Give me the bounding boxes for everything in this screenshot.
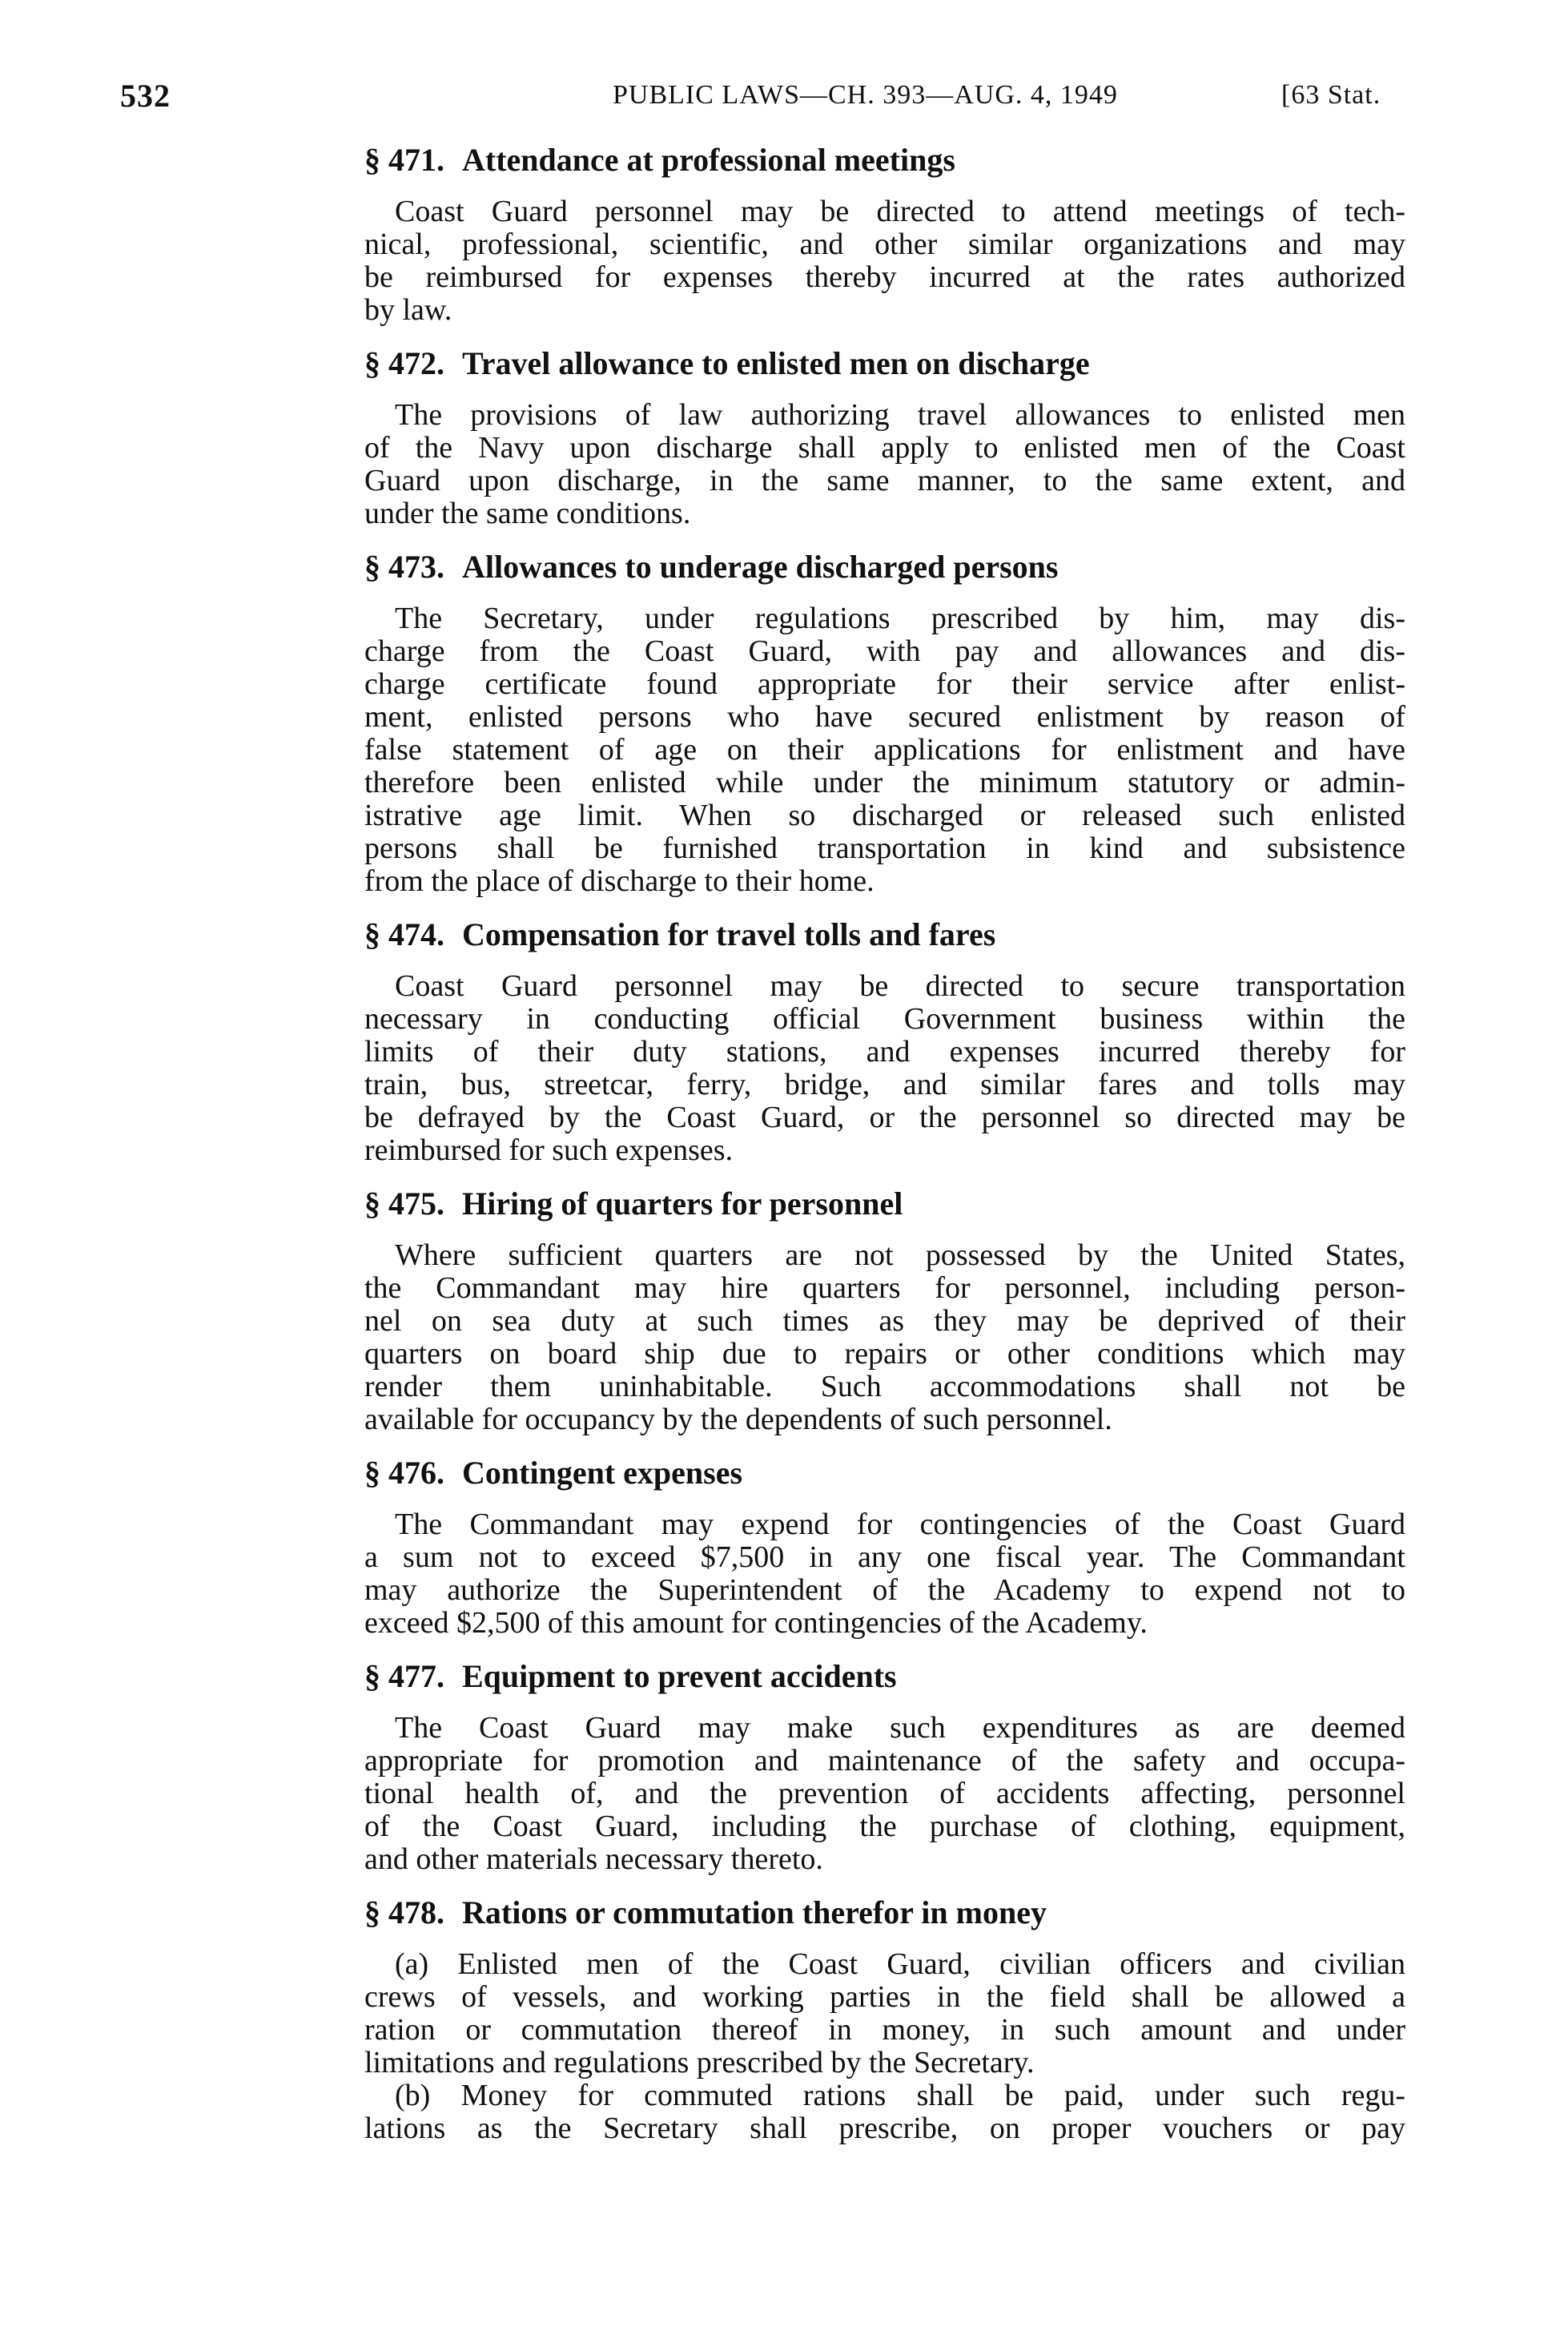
section-number: § 472. [364, 345, 444, 381]
section-number: § 474. [364, 916, 444, 952]
section-title: Attendance at professional meetings [462, 142, 955, 178]
text-line: exceed $2,500 of this amount for contingencies of the Academy. [364, 1606, 1148, 1640]
text-line: reimbursed for such expenses. [364, 1133, 734, 1167]
text-line: limits of their duty stations, and expenses incurred thereby for [364, 1035, 1405, 1069]
section-heading [364, 143, 1405, 178]
section-title: Hiring of quarters for personnel [462, 1186, 903, 1222]
text-line: Coast Guard personnel may be directed to secure transportation [395, 969, 1405, 1003]
text-line: limitations and regulations prescribed by the Secretary. [364, 2046, 1035, 2079]
section-title: Contingent expenses [462, 1455, 743, 1491]
text-line: therefore been enlisted while under the minimum statutory or admin- [364, 766, 1405, 799]
text-line: nel on sea duty at such times as they may be deprived of their [364, 1304, 1405, 1338]
section-number: § 477. [364, 1658, 444, 1694]
text-line: of the Coast Guard, including the purchase of clothing, equipment, [364, 1810, 1405, 1843]
section-heading [364, 550, 1405, 585]
text-line: a sum not to exceed $7,500 in any one fiscal year. The Commandant [364, 1540, 1405, 1574]
text-line: necessary in conducting official Government business within the [364, 1002, 1405, 1036]
section-heading [364, 917, 1405, 952]
text-line: (a) Enlisted men of the Coast Guard, civilian officers and civilian [395, 1947, 1405, 1981]
text-line: crews of vessels, and working parties in the field shall be allowed a [364, 1980, 1405, 2014]
section-title: Allowances to underage discharged persons [462, 549, 1059, 585]
text-line: The Coast Guard may make such expenditures as are deemed [395, 1711, 1405, 1745]
text-line: charge from the Coast Guard, with pay and allowances and dis- [364, 634, 1405, 668]
text-line: of the Navy upon discharge shall apply to enlisted men of the Coast [364, 431, 1405, 465]
paragraph [364, 399, 1405, 530]
paragraph [364, 1948, 1405, 2079]
text-line: from the place of discharge to their home. [364, 864, 874, 898]
text-line: istrative age limit. When so discharged or released such enlisted [364, 799, 1405, 832]
section-number: § 478. [364, 1894, 444, 1930]
text-line: Guard upon discharge, in the same manner, to the same extent, and [364, 464, 1405, 497]
text-line: by law. [364, 293, 452, 327]
text-line: quarters on board ship due to repairs or other conditions which may [364, 1337, 1405, 1371]
section-number: § 476. [364, 1455, 444, 1491]
text-line: under the same conditions. [364, 497, 691, 530]
text-line: persons shall be furnished transportation in kind and subsistence [364, 831, 1405, 865]
text-line: The provisions of law authorizing travel allowances to enlisted men [395, 398, 1405, 432]
section-title: Rations or commutation therefor in money [462, 1894, 1047, 1930]
section-title: Compensation for travel tolls and fares [462, 916, 996, 952]
text-line: ment, enlisted persons who have secured enlistment by reason of [364, 700, 1405, 734]
text-line: Where sufficient quarters are not possessed by the United States, [395, 1238, 1405, 1272]
text-line: The Secretary, under regulations prescribed by him, may dis- [395, 602, 1405, 635]
section-heading [364, 1186, 1405, 1222]
text-line: may authorize the Superintendent of the Academy to expend not to [364, 1573, 1405, 1607]
paragraph [364, 2079, 1405, 2145]
page-number: 532 [120, 78, 171, 114]
text-line: ration or commutation thereof in money, in such amount and under [364, 2013, 1405, 2047]
paragraph [364, 970, 1405, 1167]
text-column [364, 143, 1405, 2145]
text-line: available for occupancy by the dependents of such personnel. [364, 1403, 1112, 1436]
section-title: Travel allowance to enlisted men on discharge [462, 345, 1090, 381]
text-line: appropriate for promotion and maintenance of the safety and occupa- [364, 1744, 1405, 1777]
text-line: lations as the Secretary shall prescribe, on proper vouchers or pay [364, 2111, 1405, 2145]
text-line: The Commandant may expend for contingencies of the Coast Guard [395, 1508, 1405, 1541]
running-head: PUBLIC LAWS—CH. 393—AUG. 4, 1949 [613, 80, 1118, 110]
paragraph [364, 1239, 1405, 1436]
section-heading [364, 346, 1405, 381]
paragraph [364, 1712, 1405, 1876]
statutes-reference: [63 Stat. [1281, 80, 1381, 110]
section-heading [364, 1895, 1405, 1930]
section-number: § 471. [364, 142, 444, 178]
section-title: Equipment to prevent accidents [462, 1658, 897, 1694]
section-heading [364, 1659, 1405, 1694]
paragraph [364, 602, 1405, 898]
text-line: train, bus, streetcar, ferry, bridge, and similar fares and tolls may [364, 1068, 1405, 1101]
text-line: render them uninhabitable. Such accommodations shall not be [364, 1370, 1405, 1403]
text-line: be defrayed by the Coast Guard, or the personnel so directed may be [364, 1101, 1405, 1134]
text-line: false statement of age on their applications for enlistment and have [364, 733, 1405, 767]
text-line: nical, professional, scientific, and other similar organizations and may [364, 227, 1405, 261]
text-line: be reimbursed for expenses thereby incurred at the rates authorized [364, 260, 1405, 294]
paragraph [364, 1508, 1405, 1640]
text-line: and other materials necessary thereto. [364, 1842, 823, 1876]
paragraph [364, 195, 1405, 327]
text-line: tional health of, and the prevention of accidents affecting, personnel [364, 1777, 1405, 1810]
text-line: Coast Guard personnel may be directed to attend meetings of tech- [395, 195, 1405, 228]
section-number: § 475. [364, 1186, 444, 1222]
text-line: charge certificate found appropriate for their service after enlist- [364, 667, 1405, 701]
section-number: § 473. [364, 549, 444, 585]
text-line: the Commandant may hire quarters for personnel, including person- [364, 1271, 1405, 1305]
text-line: (b) Money for commuted rations shall be paid, under such regu- [395, 2079, 1405, 2112]
section-heading [364, 1455, 1405, 1491]
